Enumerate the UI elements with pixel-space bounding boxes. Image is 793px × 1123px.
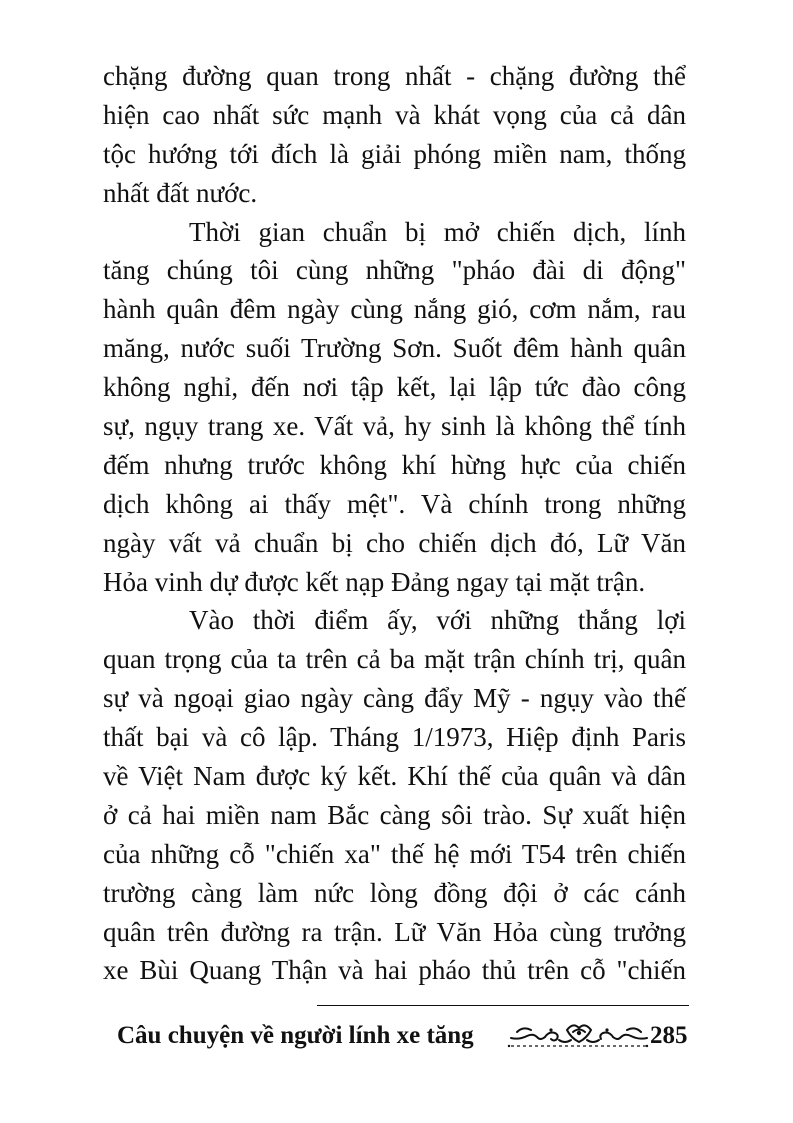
text-line: xe Bùi Quang Thận và hai pháo thủ trên cỗ "chiến [103,955,686,986]
text-line: trường càng làm nức lòng đồng đội ở các cánh [103,877,686,908]
text-line: ở cả hai miền nam Bắc càng sôi trào. Sự xuất hiện [103,799,686,830]
text-line: Vào thời điểm ấy, với những thắng lợi [189,605,686,636]
text-line: ngày vất vả chuẩn bị cho chiến dịch đó, Lữ Văn [103,527,686,558]
text-line: sự, ngụy trang xe. Vất vả, hy sinh là không thể tính [103,411,686,442]
text-line: tộc hướng tới đích là giải phóng miền nam, thống [103,138,686,169]
text-line: dịch không ai thấy mệt". Và chính trong những [103,488,686,519]
text-line: măng, nước suối Trường Sơn. Suốt đêm hành quân [103,333,686,364]
text-line: Hỏa vinh dự được kết nạp Đảng ngay tại mặt trận. [103,566,646,597]
text-line: hiện cao nhất sức mạnh và khát vọng của cả dân [103,99,686,130]
text-line: chặng đường quan trong nhất - chặng đường thể [103,61,686,91]
text-line: thất bại và cô lập. Tháng 1/1973, Hiệp định Paris [103,722,686,753]
text-line: về Việt Nam được ký kết. Khí thế của quân và dân [103,761,686,792]
running-title: Câu chuyện về người lính xe tăng [117,1022,474,1049]
page-number: 285 [650,1022,688,1049]
text-line: hành quân đêm ngày cùng nắng gió, cơm nắm, rau [103,294,686,325]
text-line: quan trọng của ta trên cả ba mặt trận chính trị, quân [103,644,686,675]
footer-rule [317,1005,689,1006]
text-line: sự và ngoại giao ngày càng đẩy Mỹ - ngụy vào thế [103,683,686,714]
ornament-icon [507,1018,649,1052]
text-line: không nghỉ, đến nơi tập kết, lại lập tức đào công [103,372,686,403]
text-line: Thời gian chuẩn bị mở chiến dịch, lính [189,216,686,247]
text-line: tăng chúng tôi cùng những "pháo đài di động" [103,255,686,286]
body-text [103,57,686,990]
text-line: nhất đất nước. [103,177,258,208]
page-footer [117,1016,692,1056]
text-line: quân trên đường ra trận. Lữ Văn Hỏa cùng trưởng [103,916,686,947]
text-line: của những cỗ "chiến xa" thế hệ mới T54 trên chiến [103,838,686,869]
text-line: đếm nhưng trước không khí hừng hực của chiến [103,449,686,480]
